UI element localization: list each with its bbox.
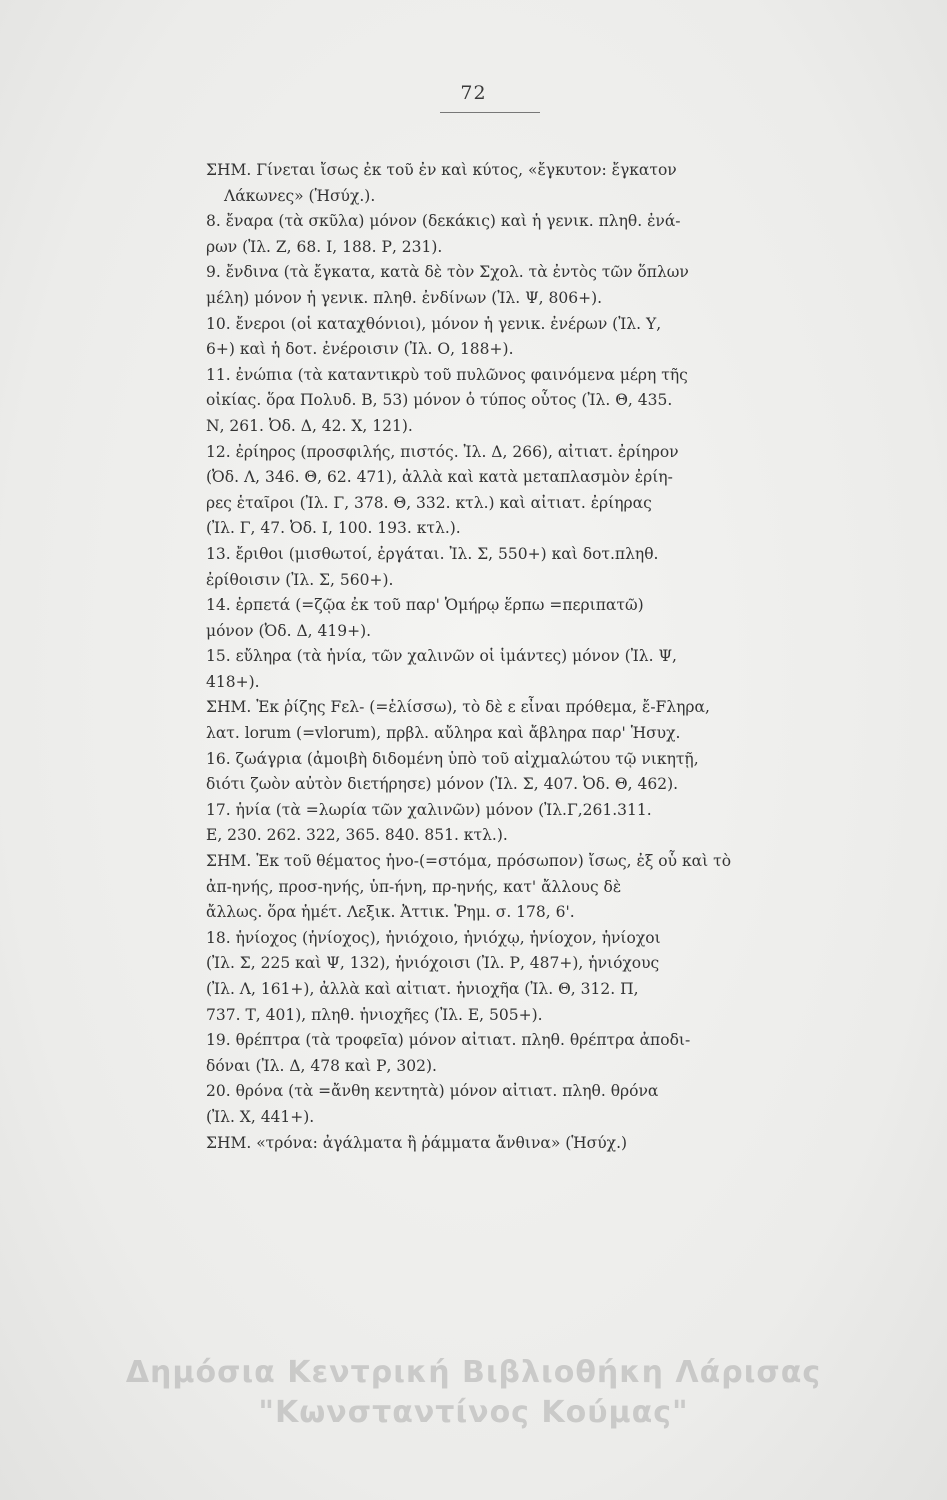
- text-line: 6+) καὶ ἡ δοτ. ἐνέροισιν (Ἰλ. Ο, 188+).: [206, 340, 514, 359]
- header-rule: [440, 112, 540, 113]
- text-line: ΣΗΜ. Γίνεται ἴσως ἐκ τοῦ ἐν καὶ κύτος, «ἔγκυτον: ἔγκατον: [206, 161, 677, 179]
- text-line: Ε, 230. 262. 322, 365. 840. 851. κτλ.).: [206, 826, 508, 845]
- text-line: ἀπ-ηνής, προσ-ηνής, ὑπ-ήνη, πρ-ηνής, κατ' ἄλλους δὲ: [206, 877, 622, 896]
- text-line: 14. ἑρπετά (=ζῷα ἐκ τοῦ παρ' Ὁμήρῳ ἕρπω =περιπατῶ): [206, 596, 644, 615]
- text-line: 8. ἔναρα (τὰ σκῦλα) μόνον (δεκάκις) καὶ ἡ γενικ. πληθ. ἐνά-: [206, 212, 681, 231]
- page-number: 72: [460, 82, 487, 104]
- text-line: ΣΗΜ. Ἐκ ῥίζης Fελ- (=ἑλίσσω), τὸ δὲ ε εἶναι πρόθεμα, ἔ-Fληρα,: [206, 698, 710, 717]
- text-line: 15. εὔληρα (τὰ ἡνία, τῶν χαλινῶν οἱ ἱμάντες) μόνον (Ἰλ. Ψ,: [206, 647, 677, 666]
- body-text: [206, 158, 856, 1156]
- text-line: λατ. lorum (=vlorum), πρβλ. αὔληρα καὶ ἄβληρα παρ' Ἡσυχ.: [206, 724, 681, 743]
- library-watermark-line1: Δημόσια Κεντρική Βιβλιοθήκη Λάρισας: [125, 1355, 822, 1390]
- text-line: 12. ἐρίηρος (προσφιλής, πιστός. Ἰλ. Δ, 266), αἰτιατ. ἐρίηρον: [206, 442, 679, 461]
- text-line: μέλη) μόνον ἡ γενικ. πληθ. ἐνδίνων (Ἰλ. Ψ, 806+).: [206, 288, 603, 307]
- text-line: δόναι (Ἰλ. Δ, 478 καὶ Ρ, 302).: [206, 1056, 437, 1075]
- text-line: ρων (Ἰλ. Ζ, 68. Ι, 188. Ρ, 231).: [206, 237, 443, 256]
- text-line: 16. ζωάγρια (ἀμοιβὴ διδομένη ὑπὸ τοῦ αἰχμαλώτου τῷ νικητῇ,: [206, 749, 699, 768]
- text-line: Λάκωνες» (Ἡσύχ.).: [224, 186, 376, 205]
- text-line: 17. ἡνία (τὰ =λωρία τῶν χαλινῶν) μόνον (Ἰλ.Γ,261.311.: [206, 800, 652, 819]
- text-line: Ν, 261. Ὀδ. Δ, 42. Χ, 121).: [206, 416, 413, 435]
- text-line: 10. ἔνεροι (οἱ καταχθόνιοι), μόνον ἡ γενικ. ἐνέρων (Ἰλ. Υ,: [206, 314, 662, 333]
- text-line: 18. ἡνίοχος (ἡνίοχος), ἡνιόχοιο, ἡνιόχῳ, ἡνίοχον, ἡνίοχοι: [206, 928, 661, 947]
- text-line: 9. ἔνδινα (τὰ ἔγκατα, κατὰ δὲ τὸν Σχολ. τὰ ἐντὸς τῶν ὅπλων: [206, 263, 689, 282]
- text-line: ρες ἑταῖροι (Ἰλ. Γ, 378. Θ, 332. κτλ.) καὶ αἰτιατ. ἐρίηρας: [206, 493, 652, 512]
- text-line: 19. θρέπτρα (τὰ τροφεῖα) μόνον αἰτιατ. πληθ. θρέπτρα ἀποδι-: [206, 1031, 691, 1050]
- text-line: 737. Τ, 401), πληθ. ἡνιοχῆες (Ἰλ. Ε, 505+).: [206, 1005, 543, 1024]
- text-line: μόνον (Ὀδ. Δ, 419+).: [206, 621, 372, 640]
- text-line: διότι ζωὸν αὐτὸν διετήρησε) μόνον (Ἰλ. Σ, 407. Ὀδ. Θ, 462).: [206, 775, 679, 794]
- text-line: οἰκίας. ὅρα Πολυδ. Β, 53) μόνον ὁ τύπος οὗτος (Ἰλ. Θ, 435.: [206, 391, 673, 410]
- text-line: ἐρίθοισιν (Ἰλ. Σ, 560+).: [206, 570, 394, 589]
- text-line: 418+).: [206, 672, 260, 691]
- text-line: (Ἰλ. Γ, 47. Ὀδ. Ι, 100. 193. κτλ.).: [206, 519, 461, 538]
- text-line: 20. θρόνα (τὰ =ἄνθη κεντητὰ) μόνον αἰτιατ. πληθ. θρόνα: [206, 1082, 659, 1101]
- text-line: 13. ἔριθοι (μισθωτοί, ἐργάται. Ἰλ. Σ, 550+) καὶ δοτ.πληθ.: [206, 544, 659, 563]
- text-line: ΣΗΜ. «τρόνα: ἀγάλματα ἢ ῥάμματα ἄνθινα» (Ἡσύχ.): [206, 1133, 628, 1152]
- text-line: ΣΗΜ. Ἐκ τοῦ θέματος ἡνο-(=στόμα, πρόσωπον) ἴσως, ἐξ οὗ καὶ τὸ: [206, 852, 732, 871]
- text-line: (Ὀδ. Λ, 346. Θ, 62. 471), ἀλλὰ καὶ κατὰ μεταπλασμὸν ἐρίη-: [206, 468, 673, 487]
- text-line: (Ἰλ. Λ, 161+), ἀλλὰ καὶ αἰτιατ. ἡνιοχῆα (Ἰλ. Θ, 312. Π,: [206, 980, 639, 998]
- text-line: (Ἰλ. Χ, 441+).: [206, 1107, 315, 1126]
- library-watermark-line2: "Κωνσταντίνος Κούμας": [258, 1395, 689, 1430]
- text-line: 11. ἐνώπια (τὰ καταντικρὺ τοῦ πυλῶνος φαινόμενα μέρη τῆς: [206, 365, 688, 384]
- text-line: ἄλλως. ὅρα ἡμέτ. Λεξικ. Ἀττικ. Ῥημ. σ. 178, 6'.: [206, 903, 575, 922]
- text-line: (Ἰλ. Σ, 225 καὶ Ψ, 132), ἡνιόχοισι (Ἰλ. Ρ, 487+), ἡνιόχους: [206, 954, 660, 973]
